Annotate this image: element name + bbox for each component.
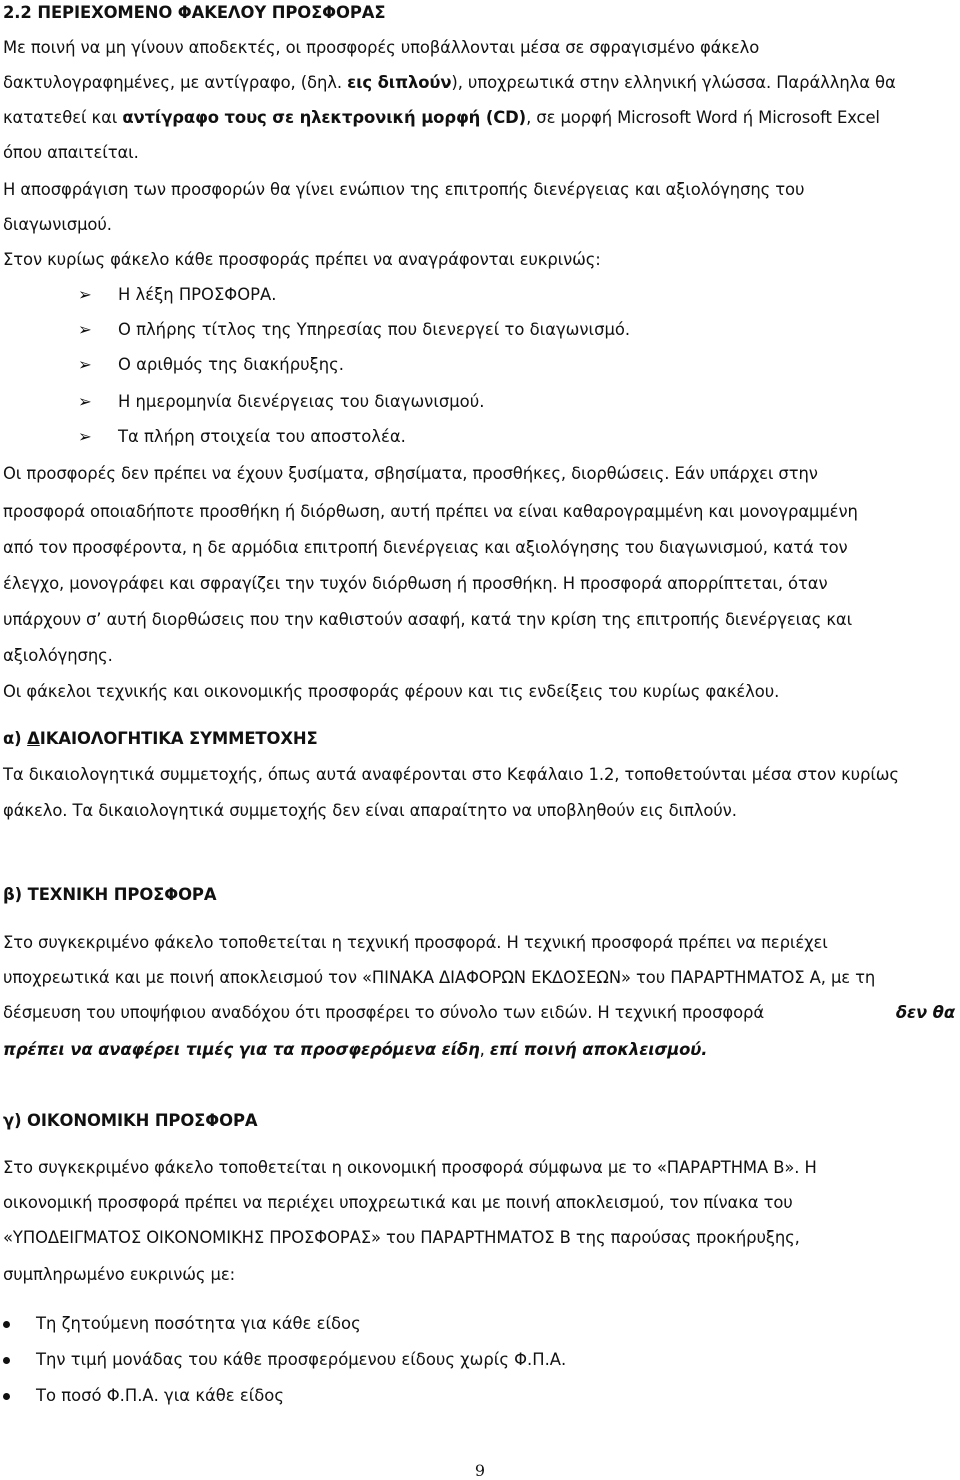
section-a-line-2: φάκελο. Τα δικαιολογητικά συμμετοχής δεν είναι απαραίτητο να υποβληθούν εις διπλούν.	[3, 801, 737, 820]
section-b-line-1: Στο συγκεκριμένο φάκελο τοποθετείται η τεχνική προσφορά. Η τεχνική προσφορά πρέπει να περιέχει	[3, 933, 828, 952]
section-c-line-3: «ΥΠΟΔΕΙΓΜΑΤΟΣ ΟΙΚΟΝΟΜΙΚΗΣ ΠΡΟΣΦΟΡΑΣ» του ΠΑΡΑΡΤΗΜΑΤΟΣ Β της παρούσας προκήρυξης,	[3, 1228, 800, 1247]
p3-intro: Στον κυρίως φάκελο κάθε προσφοράς πρέπει να αναγράφονται ευκρινώς:	[3, 250, 601, 269]
document-page: 2.2 ΠΕΡΙΕΧΟΜΕΝΟ ΦΑΚΕΛΟΥ ΠΡΟΣΦΟΡΑΣ Με ποινή να μη γίνουν αποδεκτές, οι προσφορές υποβάλλονται μέσα σε σφραγισμένο φάκελο δακτυλογραφημένες, με αντίγραφο, (δηλ. εις διπλούν), υποχρεωτικά στην ελληνική γλώσσα. Παράλληλα θα κατατεθεί και αντίγραφο τους σε ηλεκτρονική μορφή (CD), σε μορφή Microsoft Word ή Microsoft Excel όπου απαιτείται. Η αποσφράγιση των προσφορών θα γίνει ενώπιον της επιτροπής διενέργειας και αξιολόγησης του διαγωνισμού. Στον κυρίως φάκελο κάθε προσφοράς πρέπει να αναγράφονται ευκρινώς: ➢ Η λέξη ΠΡΟΣΦΟΡΑ. ➢ Ο πλήρης τίτλος της Υπηρεσίας που διενεργεί το διαγωνισμό. ➢ Ο αριθμός της διακήρυξης. ➢ Η ημερομηνία διενέργειας του διαγωνισμού. ➢ Τα πλήρη στοιχεία του αποστολέα. Οι προσφορές δεν πρέπει να έχουν ξυσίματα, σβησίματα, προσθήκες, διορθώσεις. Εάν υπάρχει στην προσφορά οποιαδήποτε προσθήκη ή διόρθωση, αυτή πρέπει να είναι καθαρογραμμένη και μονογραμμένη από τον προσφέροντα, η δε αρμόδια επιτροπή διενέργειας και αξιολόγησης του διαγωνισμού, κατά τον έλεγχο, μονογράφει και σφραγίζει την τυχόν διόρθωση ή προσθήκη. Η προσφορά απορρίπτεται, όταν υπάρχουν σ’ αυτή διορθώσεις που την καθιστούν ασαφή, κατά την κρίση της επιτροπής διενέργειας και αξιολόγησης. Οι φάκελοι τεχνικής και οικονομικής προσφοράς φέρουν και τις ενδείξεις του κυρίως φακέλου. α) ΔΙΚΑΙΟΛΟΓΗΤΙΚΑ ΣΥΜΜΕΤΟΧΗΣ Τα δικαιολογητικά συμμετοχής, όπως αυτά αναφέρονται στο Κεφάλαιο 1.2, τοποθετούνται μέσα στον κυρίως φάκελο. Τα δικαιολογητικά συμμετοχής δεν είναι απαραίτητο να υποβληθούν εις διπλούν. β) ΤΕΧΝΙΚΗ ΠΡΟΣΦΟΡΑ Στο συγκεκριμένο φάκελο τοποθετείται η τεχνική προσφορά. Η τεχνική προσφορά πρέπει να περιέχει υποχρεωτικά και με ποινή αποκλεισμού τον «ΠΙΝΑΚΑ ΔΙΑΦΟΡΩΝ ΕΚΔΟΣΕΩΝ» του ΠΑΡΑΡΤΗΜΑΤΟΣ Α, με τη δέσμευση του υποψήφιου αναδόχου ότι προσφέρει το σύνολο των ειδών. Η τεχνική προσφορά δεν θα πρέπει να αναφέρει τιμές για τα προσφερόμενα είδη, επί ποινή αποκλεισμού. γ) ΟΙΚΟΝΟΜΙΚΗ ΠΡΟΣΦΟΡΑ Στο συγκεκριμένο φάκελο τοποθετείται η οικονομική προσφορά σύμφωνα με το «ΠΑΡΑΡΤΗΜΑ Β». Η οικονομική προσφορά πρέπει να περιέχει υποχρεωτικά και με ποινή αποκλεισμού, τον πίνακα του «ΥΠΟΔΕΙΓΜΑΤΟΣ ΟΙΚΟΝΟΜΙΚΗΣ ΠΡΟΣΦΟΡΑΣ» του ΠΑΡΑΡΤΗΜΑΤΟΣ Β της παρούσας προκήρυξης, συμπληρωμένο ευκρινώς με: Τη ζητούμενη ποσότητα για κάθε είδος Την τιμή μονάδας του κάθε προσφερόμενου είδους χωρίς Φ.Π.Α. Το ποσό Φ.Π.Α. για κάθε είδος 9	[0, 0, 960, 1480]
p4-line-6: αξιολόγησης.	[3, 646, 113, 665]
arrow-bullet-icon: ➢	[78, 427, 92, 446]
section-b-heading: β) ΤΕΧΝΙΚΗ ΠΡΟΣΦΟΡΑ	[3, 885, 217, 904]
p4-line-1: Οι προσφορές δεν πρέπει να έχουν ξυσίματα, σβησίματα, προσθήκες, διορθώσεις. Εάν υπάρχει στην	[3, 464, 818, 483]
p1-line-1: Με ποινή να μη γίνουν αποδεκτές, οι προσφορές υποβάλλονται μέσα σε σφραγισμένο φάκελο	[3, 38, 760, 57]
bullet-dot-icon	[3, 1321, 10, 1328]
arrow-bullet-icon: ➢	[78, 392, 92, 411]
section-c-heading: γ) ΟΙΚΟΝΟΜΙΚΗ ΠΡΟΣΦΟΡΑ	[3, 1111, 258, 1130]
arrow-bullet-icon: ➢	[78, 320, 92, 339]
arrow-bullet-icon: ➢	[78, 355, 92, 374]
section-c-line-4: συμπληρωμένο ευκρινώς με:	[3, 1265, 236, 1284]
p2-line-2: διαγωνισμού.	[3, 215, 112, 234]
arrow-bullet-icon: ➢	[78, 285, 92, 304]
p5-text: Οι φάκελοι τεχνικής και οικονομικής προσφοράς φέρουν και τις ενδείξεις του κυρίως φακέλου.	[3, 682, 780, 701]
p2-line-1: Η αποσφράγιση των προσφορών θα γίνει ενώπιον της επιτροπής διενέργειας και αξιολόγησης του	[3, 180, 805, 199]
p4-line-5: υπάρχουν σ’ αυτή διορθώσεις που την καθιστούν ασαφή, κατά την κρίση της επιτροπής διενέργειας και	[3, 610, 853, 629]
bullet-dot-icon	[3, 1357, 10, 1364]
section-c-line-2: οικονομική προσφορά πρέπει να περιέχει υποχρεωτικά και με ποινή αποκλεισμού, τον πίνακα του	[3, 1193, 793, 1212]
section-a-heading: α) ΔΙΚΑΙΟΛΟΓΗΤΙΚΑ ΣΥΜΜΕΤΟΧΗΣ	[3, 729, 318, 748]
page-number: 9	[474, 1461, 486, 1480]
p4-line-4: έλεγχο, μονογράφει και σφραγίζει την τυχόν διόρθωση ή προσθήκη. Η προσφορά απορρίπτεται, όταν	[3, 574, 828, 593]
p1-line-2: δακτυλογραφημένες, με αντίγραφο, (δηλ. εις διπλούν), υποχρεωτικά στην ελληνική γλώσσα. Παράλληλα θα	[3, 73, 896, 92]
section-title: 2.2 ΠΕΡΙΕΧΟΜΕΝΟ ΦΑΚΕΛΟΥ ΠΡΟΣΦΟΡΑΣ	[3, 3, 386, 22]
p1-line-4: όπου απαιτείται.	[3, 143, 139, 162]
bullet-dot-icon	[3, 1393, 10, 1400]
section-b-line-4: πρέπει να αναφέρει τιμές για τα προσφερόμενα είδη, επί ποινή αποκλεισμού.	[3, 1040, 708, 1059]
p4-line-3: από τον προσφέροντα, η δε αρμόδια επιτροπή διενέργειας και αξιολόγησης του διαγωνισμού, κατά τον	[3, 538, 848, 557]
section-b-line-3: δέσμευση του υποψήφιου αναδόχου ότι προσφέρει το σύνολο των ειδών. Η τεχνική προσφορά δεν θα	[3, 1003, 955, 1022]
p4-line-2: προσφορά οποιαδήποτε προσθήκη ή διόρθωση, αυτή πρέπει να είναι καθαρογραμμένη και μονογραμμένη	[3, 502, 858, 521]
section-b-line-2: υποχρεωτικά και με ποινή αποκλεισμού τον «ΠΙΝΑΚΑ ΔΙΑΦΟΡΩΝ ΕΚΔΟΣΕΩΝ» του ΠΑΡΑΡΤΗΜΑΤΟΣ Α, με τη	[3, 968, 876, 987]
section-a-line-1: Τα δικαιολογητικά συμμετοχής, όπως αυτά αναφέρονται στο Κεφάλαιο 1.2, τοποθετούνται μέσα στον κυρίως	[3, 765, 899, 784]
section-c-line-1: Στο συγκεκριμένο φάκελο τοποθετείται η οικονομική προσφορά σύμφωνα με το «ΠΑΡΑΡΤΗΜΑ Β». Η	[3, 1158, 817, 1177]
p1-line-3: κατατεθεί και αντίγραφο τους σε ηλεκτρονική μορφή (CD), σε μορφή Microsoft Word ή Microsoft Excel	[3, 108, 880, 127]
